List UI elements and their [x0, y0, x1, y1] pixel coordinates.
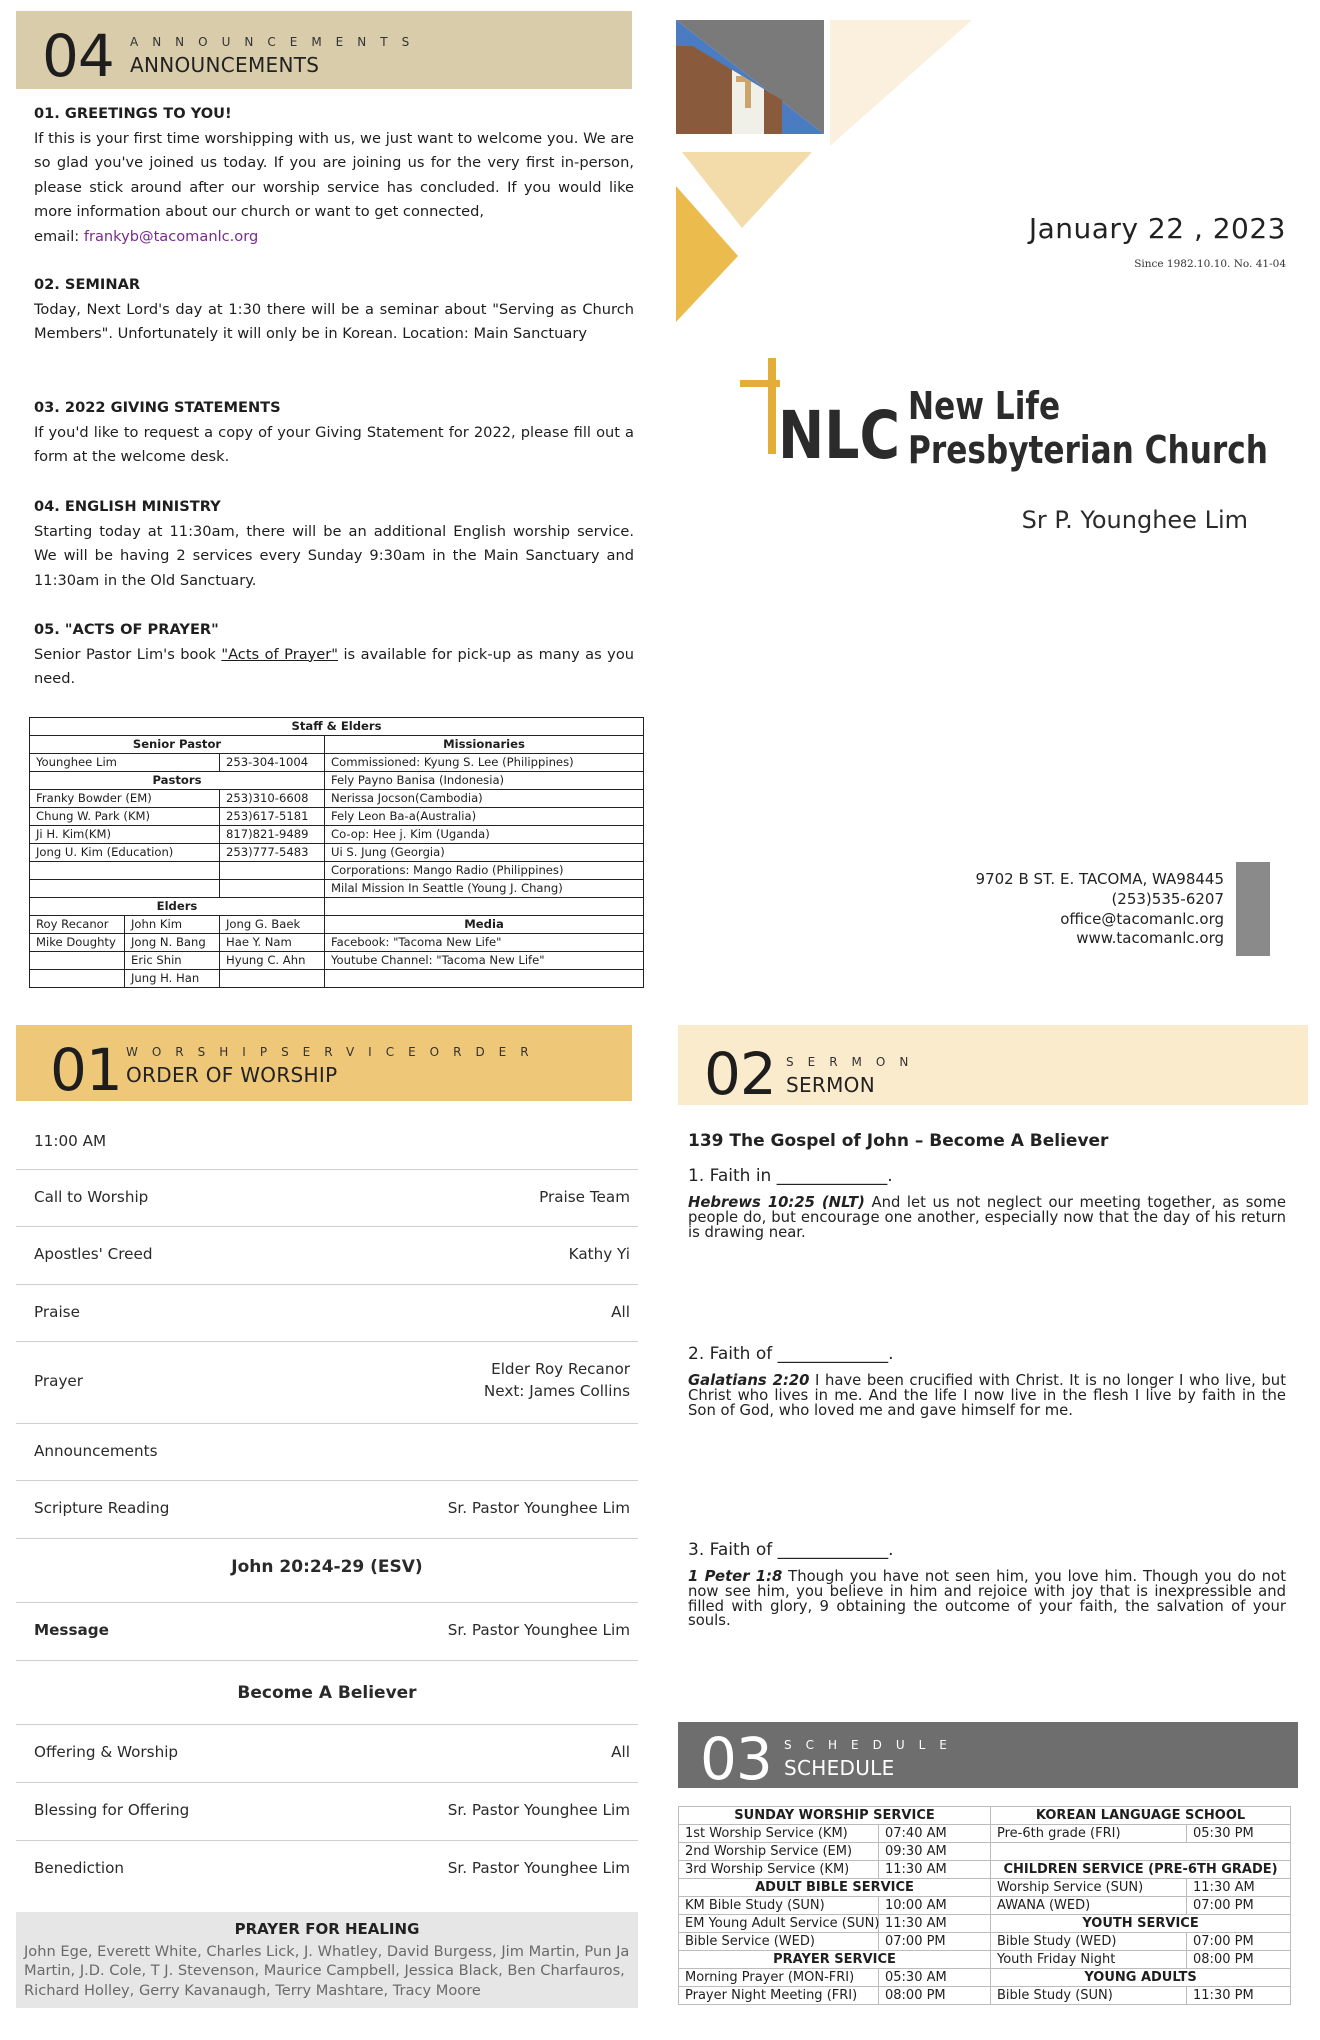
worship-item-leader: Kathy Yi — [568, 1245, 630, 1263]
missionary: Corporations: Mango Radio (Philippines) — [325, 862, 644, 880]
church-contact — [976, 870, 1224, 949]
announcement-heading: 01. GREETINGS TO YOU! — [34, 105, 232, 122]
sermon-point-label: 1. Faith in _____________. — [688, 1166, 893, 1186]
decorative-bar — [1236, 862, 1270, 956]
pastor-phone: 817)821-9489 — [220, 826, 325, 844]
scripture-reference — [16, 1539, 638, 1603]
missionary: Co-op: Hee j. Kim (Uganda) — [325, 826, 644, 844]
media-item: Facebook: "Tacoma New Life" — [325, 934, 644, 952]
sermon-header — [678, 1025, 1308, 1108]
announcement-5 — [34, 618, 634, 692]
announcement-heading: 03. 2022 GIVING STATEMENTS — [34, 399, 281, 416]
schedule-row — [679, 1825, 1291, 1843]
announcements-header — [16, 11, 632, 89]
schedule-time: 07:00 PM — [1187, 1897, 1291, 1915]
announcement-body: If this is your first time worshipping with us, we just want to welcome you. We are so glad you've joined us today. If you are joining us for the very first in-person, please stick around after our worship service has concluded. If you would like more information about our church or want to get connected, — [34, 129, 634, 221]
verse-text: Though you have not seen him, you love him. Though you do not now see him, you believe in him and rejoice with joy that is inexpressible and filled with glory, 9 obtaining the outcome of your faith, the salvation of your souls. — [688, 1568, 1286, 1630]
schedule-time: 08:00 PM — [1187, 1951, 1291, 1969]
missionary: Ui S. Jung (Georgia) — [325, 844, 644, 862]
sermon-point-2 — [688, 1344, 1286, 1418]
schedule-time: 07:00 PM — [879, 1933, 991, 1951]
schedule-time: 11:30 AM — [1187, 1879, 1291, 1897]
worship-item-blessing — [16, 1783, 638, 1841]
elder-name — [30, 970, 125, 988]
schedule-event: KM Bible Study (SUN) — [679, 1897, 879, 1915]
announcement-heading: 02. SEMINAR — [34, 276, 141, 293]
staff-table-title: Staff & Elders — [30, 718, 644, 736]
worship-item-message — [16, 1603, 638, 1661]
schedule-time: 08:00 PM — [879, 1987, 991, 2005]
section-spaced-title: ANNOUNCEMENTS — [130, 35, 424, 49]
sermon-title-row — [16, 1661, 638, 1725]
missionaries-header: Missionaries — [325, 736, 644, 754]
schedule-row — [679, 1861, 1291, 1879]
announcement-4 — [34, 495, 634, 593]
missionary: Nerissa Jocson(Cambodia) — [325, 790, 644, 808]
senior-pastor-name: Sr P. Younghee Lim — [1021, 506, 1248, 534]
media-header: Media — [325, 916, 644, 934]
schedule-section-header: PRAYER SERVICE — [679, 1951, 991, 1969]
schedule-time: 07:40 AM — [879, 1825, 991, 1843]
elder-name — [220, 970, 325, 988]
sermon-point-label: 2. Faith of _____________. — [688, 1344, 894, 1364]
schedule-row — [679, 1969, 1291, 1987]
senior-pastor-phone: 253-304-1004 — [220, 754, 325, 772]
section-title: ANNOUNCEMENTS — [130, 53, 320, 77]
cover-tri-cream — [830, 20, 972, 146]
address: 9702 B ST. E. TACOMA, WA98445 — [975, 870, 1224, 888]
pastor-name: Franky Bowder (EM) — [30, 790, 220, 808]
schedule-row — [679, 1951, 1291, 1969]
elder-name: Roy Recanor — [30, 916, 125, 934]
worship-item-leader: Praise Team — [539, 1188, 630, 1206]
missionary: Commissioned: Kyung S. Lee (Philippines) — [325, 754, 644, 772]
website-link[interactable]: www.tacomanlc.org — [1076, 929, 1224, 948]
worship-item-label: Announcements — [34, 1442, 158, 1460]
pastor-name: Jong U. Kim (Education) — [30, 844, 220, 862]
schedule-section-header: YOUNG ADULTS — [991, 1969, 1291, 1987]
announcement-2 — [34, 273, 634, 347]
schedule-time: 11:30 AM — [879, 1861, 991, 1879]
cover-geometric-art — [672, 16, 982, 322]
verse-reference: Galatians 2:20 — [688, 1372, 810, 1389]
schedule-time: 10:00 AM — [879, 1897, 991, 1915]
worship-item-scripture-reading — [16, 1481, 638, 1539]
schedule-table — [678, 1806, 1291, 2005]
staff-table — [29, 717, 644, 988]
section-spaced-title: SCHEDULE — [784, 1738, 961, 1752]
verse-text: And let us not neglect our meeting together, as some people do, but encourage one another, especially now that the day of his return is drawing near. — [688, 1194, 1286, 1241]
elder-name: John Kim — [125, 916, 220, 934]
worship-item-label: Offering & Worship — [34, 1743, 179, 1761]
section-title: SCHEDULE — [784, 1756, 895, 1780]
worship-item-label: Praise — [34, 1303, 80, 1321]
phone: (253)535-6207 — [1111, 889, 1224, 908]
worship-item-offering — [16, 1725, 638, 1783]
schedule-event: Bible Service (WED) — [679, 1933, 879, 1951]
schedule-row — [679, 1807, 1291, 1825]
worship-item-label: Message — [34, 1621, 109, 1639]
church-name — [908, 384, 1268, 472]
elder-name: Hae Y. Nam — [220, 934, 325, 952]
schedule-event: Worship Service (SUN) — [991, 1879, 1187, 1897]
worship-item-leader: Elder Roy Recanor — [491, 1360, 630, 1378]
church-logo-icon — [738, 358, 906, 474]
schedule-time: 05:30 PM — [1187, 1825, 1291, 1843]
section-number: 04 — [42, 22, 114, 90]
pastor-name: Ji H. Kim(KM) — [30, 826, 220, 844]
pastor-name: Chung W. Park (KM) — [30, 808, 220, 826]
schedule-time: 05:30 AM — [879, 1969, 991, 1987]
worship-item-prayer — [16, 1342, 638, 1424]
church-name-line1: New Life — [908, 384, 1061, 428]
worship-item-praise — [16, 1285, 638, 1342]
announcement-heading: 04. ENGLISH MINISTRY — [34, 498, 221, 515]
schedule-section-header: YOUTH SERVICE — [991, 1915, 1291, 1933]
senior-pastor-name: Younghee Lim — [30, 754, 220, 772]
prayer-names: John Ege, Everett White, Charles Lick, J. Whatley, David Burgess, Jim Martin, Pun Ja Martin, J.D. Cole, T J. Stevenson, Maurice Campbell, Jessica Black, Ben Charfauros, Richard Holley, Gerry Kavanaugh, Terry Mashtare, Tracy Moore — [24, 1943, 630, 1999]
email-label: email: — [34, 227, 84, 245]
senior-pastor-header: Senior Pastor — [30, 736, 325, 754]
section-number: 02 — [704, 1040, 776, 1108]
schedule-time: 11:30 PM — [1187, 1987, 1291, 2005]
worship-item-label: Apostles' Creed — [34, 1245, 153, 1263]
schedule-event: EM Young Adult Service (SUN) — [679, 1915, 879, 1933]
prayer-title: PRAYER FOR HEALING — [234, 1920, 420, 1938]
schedule-section-header: ADULT BIBLE SERVICE — [679, 1879, 991, 1897]
schedule-event: 2nd Worship Service (EM) — [679, 1843, 879, 1861]
missionary: Fely Payno Banisa (Indonesia) — [325, 772, 644, 790]
pastor-phone: 253)310-6608 — [220, 790, 325, 808]
worship-item-leader-next: Next: James Collins — [483, 1382, 630, 1400]
worship-item-label: Benediction — [34, 1859, 125, 1877]
section-spaced-title: WORSHIPSERVICEORDER — [126, 1045, 543, 1059]
email-link[interactable]: frankyb@tacomanlc.org — [83, 227, 259, 245]
elders-header: Elders — [30, 898, 325, 916]
section-title: ORDER OF WORSHIP — [126, 1063, 338, 1087]
worship-item-leader: All — [611, 1743, 630, 1761]
schedule-event: Pre-6th grade (FRI) — [991, 1825, 1187, 1843]
announcement-body: If you'd like to request a copy of your Giving Statement for 2022, please fill out a form at the welcome desk. — [34, 423, 634, 466]
schedule-row — [679, 1933, 1291, 1951]
schedule-time: 07:00 PM — [1187, 1933, 1291, 1951]
schedule-event: 1st Worship Service (KM) — [679, 1825, 879, 1843]
logo-text: NLC — [778, 397, 900, 474]
announcement-body: Senior Pastor Lim's book — [34, 645, 222, 663]
bulletin-issue: Since 1982.10.10. No. 41-04 — [1134, 258, 1286, 270]
worship-item-leader: Sr. Pastor Younghee Lim — [447, 1499, 630, 1517]
section-title: SERMON — [786, 1073, 875, 1097]
schedule-event: AWANA (WED) — [991, 1897, 1187, 1915]
elder-name: Eric Shin — [125, 952, 220, 970]
schedule-section-header: CHILDREN SERVICE (PRE-6TH GRADE) — [991, 1861, 1291, 1879]
schedule-event: Prayer Night Meeting (FRI) — [679, 1987, 879, 2005]
service-time: 11:00 AM — [34, 1132, 107, 1150]
schedule-event: Youth Friday Night — [991, 1951, 1187, 1969]
elder-name: Jung H. Han — [125, 970, 220, 988]
announcement-body-end: is available for pick-up as many as you need. — [34, 645, 634, 688]
worship-item-leader: Sr. Pastor Younghee Lim — [447, 1859, 630, 1877]
schedule-row — [679, 1879, 1291, 1897]
announcement-3 — [34, 396, 634, 470]
pastor-phone: 253)777-5483 — [220, 844, 325, 862]
verse-reference: 1 Peter 1:8 — [688, 1568, 783, 1585]
worship-time — [16, 1112, 638, 1170]
schedule-time: 11:30 AM — [879, 1915, 991, 1933]
worship-item-apostles-creed — [16, 1227, 638, 1285]
announcement-1 — [34, 102, 634, 250]
schedule-header — [678, 1722, 1298, 1793]
worship-item-call-to-worship — [16, 1170, 638, 1227]
missionary: Milal Mission In Seattle (Young J. Chang) — [325, 880, 644, 898]
verse-text: I have been crucified with Christ. It is no longer I who live, but Christ who lives in me. And the life I now live in the flesh I live by faith in the Son of God, who loved me and gave himself for me. — [688, 1372, 1286, 1419]
schedule-row — [679, 1843, 1291, 1861]
elder-name — [30, 952, 125, 970]
elder-name: Jong G. Baek — [220, 916, 325, 934]
schedule-section-header: KOREAN LANGUAGE SCHOOL — [991, 1807, 1291, 1825]
sermon-heading: 139 The Gospel of John – Become A Believer — [688, 1131, 1109, 1151]
church-name-line2: Presbyterian Church — [908, 428, 1268, 472]
worship-item-label: Call to Worship — [34, 1188, 149, 1206]
schedule-time: 09:30 AM — [879, 1843, 991, 1861]
pastors-header: Pastors — [30, 772, 325, 790]
media-item: Youtube Channel: "Tacoma New Life" — [325, 952, 644, 970]
worship-item-leader: All — [611, 1303, 630, 1321]
worship-item-leader: Sr. Pastor Younghee Lim — [447, 1621, 630, 1639]
prayer-for-healing — [16, 1912, 638, 2008]
schedule-row — [679, 1897, 1291, 1915]
announcement-heading: 05. "ACTS OF PRAYER" — [34, 621, 219, 638]
verse-reference: Hebrews 10:25 (NLT) — [688, 1194, 865, 1211]
schedule-row — [679, 1915, 1291, 1933]
announcement-body: Starting today at 11:30am, there will be an additional English worship service. We will be having 2 services every Sunday 9:30am in the Main Sanctuary and 11:30am in the Old Sanctuary. — [34, 522, 634, 589]
worship-item-label: Prayer — [34, 1372, 84, 1390]
contact-email-link[interactable]: office@tacomanlc.org — [1060, 909, 1224, 928]
schedule-event: Bible Study (WED) — [991, 1933, 1187, 1951]
sermon-title: Become A Believer — [237, 1683, 417, 1703]
elder-name: Mike Doughty — [30, 934, 125, 952]
worship-item-leader: Sr. Pastor Younghee Lim — [447, 1801, 630, 1819]
elder-name: Jong N. Bang — [125, 934, 220, 952]
announcement-body: Today, Next Lord's day at 1:30 there will be a seminar about "Serving as Church Members". Unfortunately it will only be in Korean. Location: Main Sanctuary — [34, 300, 634, 343]
section-number: 03 — [700, 1725, 772, 1793]
schedule-spacer — [991, 1843, 1291, 1861]
book-title-link[interactable]: "Acts of Prayer" — [221, 645, 338, 663]
bulletin-date: January 22 , 2023 — [1028, 212, 1286, 245]
worship-item-announcements — [16, 1424, 638, 1481]
worship-item-benediction — [16, 1841, 638, 1901]
section-spaced-title: SERMON — [786, 1055, 923, 1069]
worship-header — [16, 1025, 632, 1104]
schedule-section-header: SUNDAY WORSHIP SERVICE — [679, 1807, 991, 1825]
schedule-event: Morning Prayer (MON-FRI) — [679, 1969, 879, 1987]
sermon-point-label: 3. Faith of _____________. — [688, 1540, 894, 1560]
section-number: 01 — [50, 1036, 122, 1104]
sermon-point-1 — [688, 1166, 1286, 1240]
sermon-point-3 — [688, 1540, 1286, 1629]
elder-name: Hyung C. Ahn — [220, 952, 325, 970]
schedule-event: 3rd Worship Service (KM) — [679, 1861, 879, 1879]
scripture-passage: John 20:24-29 (ESV) — [231, 1557, 423, 1577]
worship-item-label: Blessing for Offering — [34, 1801, 190, 1819]
schedule-event: Bible Study (SUN) — [991, 1987, 1187, 2005]
worship-item-label: Scripture Reading — [34, 1499, 170, 1517]
pastor-phone: 253)617-5181 — [220, 808, 325, 826]
missionary: Fely Leon Ba-a(Australia) — [325, 808, 644, 826]
schedule-row — [679, 1987, 1291, 2005]
